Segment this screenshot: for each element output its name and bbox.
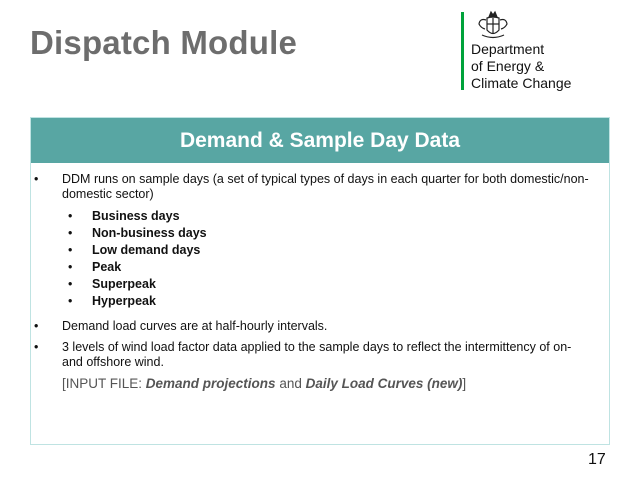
bullet-marker: • [68, 209, 73, 223]
bullet-text: DDM runs on sample days (a set of typical types of days in each quarter for both domestic/non-domestic sector) [62, 172, 589, 201]
bullet-marker: • [34, 172, 39, 186]
input-file-note [34, 376, 594, 391]
bullet-wind-load [34, 340, 594, 370]
input-file-suffix: ] [462, 376, 467, 391]
day-type-label: Hyperpeak [92, 294, 156, 308]
day-type-item [68, 225, 594, 242]
bullet-marker: • [68, 277, 73, 291]
day-type-item [68, 293, 594, 310]
logo-wordmark [471, 41, 571, 92]
bullet-marker: • [68, 260, 73, 274]
logo-line-3: Climate Change [471, 75, 572, 91]
day-type-item [68, 276, 594, 293]
panel-header: Demand & Sample Day Data [31, 118, 609, 163]
day-type-item [68, 208, 594, 225]
bullet-text: 3 levels of wind load factor data applied to the sample days to reflect the intermittency of on- and offshore wind. [62, 340, 572, 369]
day-type-list [68, 208, 594, 310]
logo-line-2: of Energy & [471, 58, 545, 74]
logo-line-1: Department [471, 41, 545, 57]
panel-content [34, 172, 594, 391]
logo-accent-rule [461, 12, 464, 90]
input-file-and: and [275, 376, 306, 391]
bullet-text: Demand load curves are at half-hourly intervals. [62, 319, 328, 333]
decc-logo [461, 8, 633, 94]
day-type-label: Superpeak [92, 277, 156, 291]
bullet-sample-days [34, 172, 594, 202]
bullet-marker: • [68, 243, 73, 257]
input-file-prefix: [INPUT FILE: [62, 376, 146, 391]
day-type-label: Non-business days [92, 226, 207, 240]
bullet-marker: • [68, 294, 73, 308]
day-type-label: Peak [92, 260, 122, 274]
input-file-daily-load-curves: Daily Load Curves (new) [305, 376, 463, 391]
bullet-marker: • [34, 340, 39, 354]
day-type-label: Low demand days [92, 243, 201, 257]
bullet-marker: • [34, 319, 39, 333]
slide-title: Dispatch Module [30, 24, 298, 61]
day-type-label: Business days [92, 209, 180, 223]
input-file-demand-projections: Demand projections [145, 376, 276, 391]
royal-crest-icon [473, 8, 513, 42]
day-type-item [68, 242, 594, 259]
bullet-load-curves [34, 319, 594, 334]
bullet-marker: • [68, 226, 73, 240]
day-type-item [68, 259, 594, 276]
page-number: 17 [588, 451, 606, 468]
